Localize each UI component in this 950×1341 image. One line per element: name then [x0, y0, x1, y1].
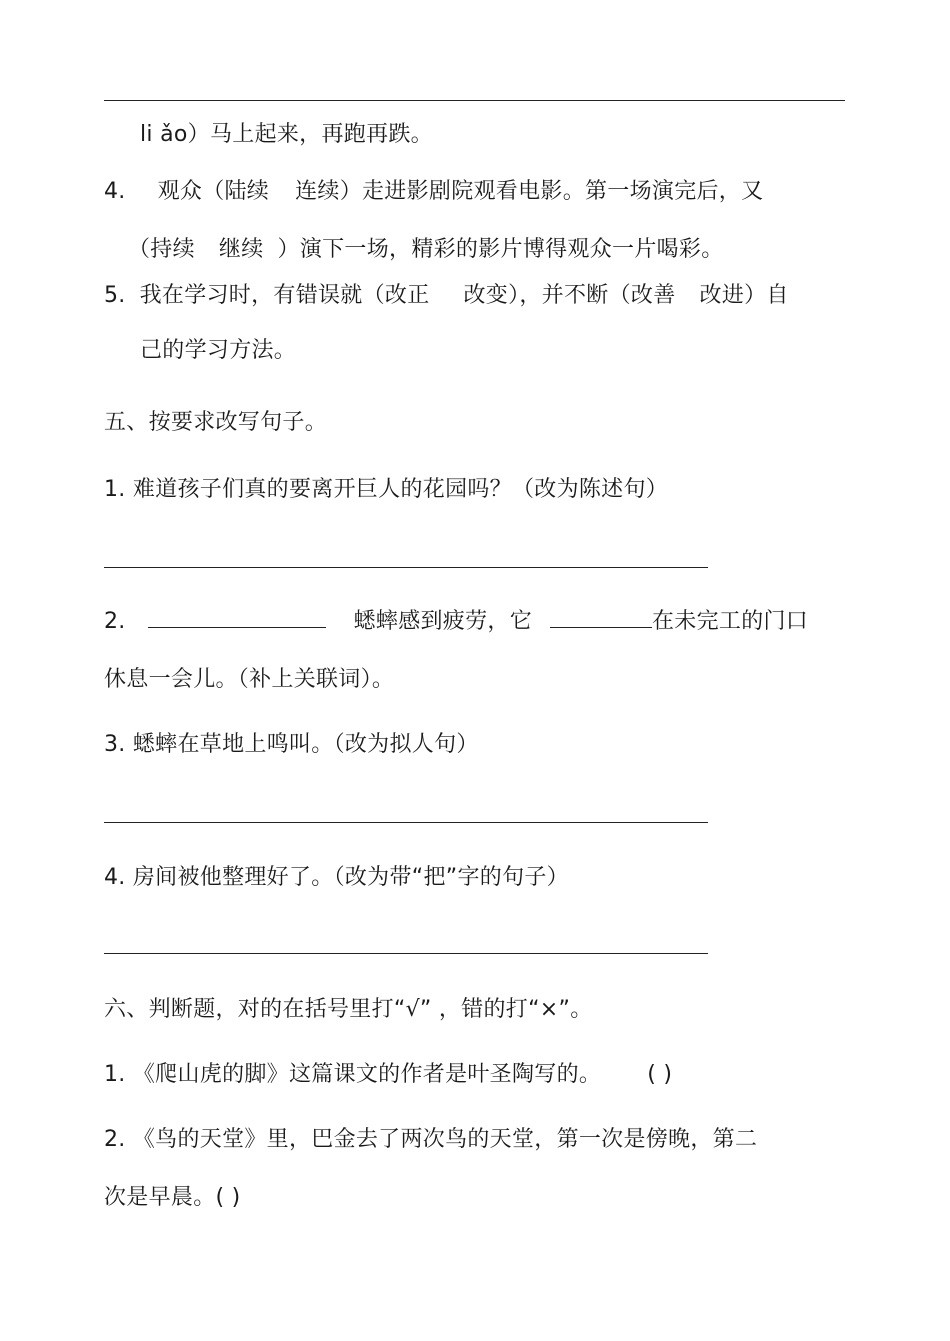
s5-question-2-line1 [104, 605, 808, 637]
question-5-rest: 己的学习方法。 [140, 338, 297, 363]
choice-group-1b: 连续）走进影剧院观看电影。第一场演完后，又 [295, 179, 764, 204]
s5-question-2-line2: 休息一会儿。（补上关联词）。 [104, 667, 395, 692]
question-5-line2 [140, 336, 296, 366]
s6-question-1 [104, 1060, 672, 1090]
question-number: 4. [104, 179, 126, 204]
answer-line-4[interactable] [104, 953, 708, 954]
section-6-heading: 六、判断题，对的在括号里打“√” ，错的打“×”。 [104, 997, 593, 1022]
question-number: 5. [104, 283, 126, 308]
blank-conjunction-2[interactable] [550, 605, 652, 628]
answer-line-1[interactable] [104, 567, 708, 568]
answer-parentheses-1[interactable]: ( ) [647, 1062, 673, 1087]
question-number: 2. [104, 609, 126, 634]
s5-question-4: 4. 房间被他整理好了。（改为带“把”字的句子） [104, 865, 569, 890]
question-4-line1 [104, 177, 763, 207]
s6-question-2-line2[interactable]: 次是早晨。( ) [104, 1185, 241, 1210]
question-4-line2 [128, 235, 724, 265]
blank-conjunction-1[interactable] [148, 605, 326, 628]
choice-group-3a: 我在学习时，有错误就（改正 [139, 283, 430, 308]
choice-group-3b: 改变），并不断（改善 [463, 283, 676, 308]
continuation-text: ）马上起来，再跑再跌。 [187, 122, 433, 147]
section-5-heading: 五、按要求改写句子。 [104, 410, 328, 435]
choice-group-1a: 观众（陆续 [157, 179, 270, 204]
s5-question-3: 3. 蟋蟀在草地上鸣叫。（改为拟人句） [104, 732, 479, 757]
q2-middle: 蟋蟀感到疲劳，它 [353, 609, 532, 634]
s5-question-1: 1. 难道孩子们真的要离开巨人的花园吗？（改为陈述句） [104, 477, 669, 502]
pinyin-fragment: li ǎo [140, 122, 188, 147]
question-4-rest: ）演下一场，精彩的影片博得观众一片喝彩。 [277, 237, 724, 262]
answer-line-3[interactable] [104, 822, 708, 823]
q2-end: 在未完工的门口 [652, 609, 809, 634]
s6-question-2-line1: 2. 《鸟的天堂》里，巴金去了两次鸟的天堂，第一次是傍晚，第二 [104, 1127, 758, 1152]
choice-group-4b: 改进）自 [699, 283, 789, 308]
s6-q1-text: 1. 《爬山虎的脚》这篇课文的作者是叶圣陶写的。 [104, 1062, 602, 1087]
header-rule [104, 100, 845, 101]
question-5-line1 [104, 281, 789, 311]
choice-group-2a: （持续 [128, 237, 195, 262]
q4-continuation [140, 120, 433, 150]
choice-group-2b: 继续 [218, 237, 264, 262]
